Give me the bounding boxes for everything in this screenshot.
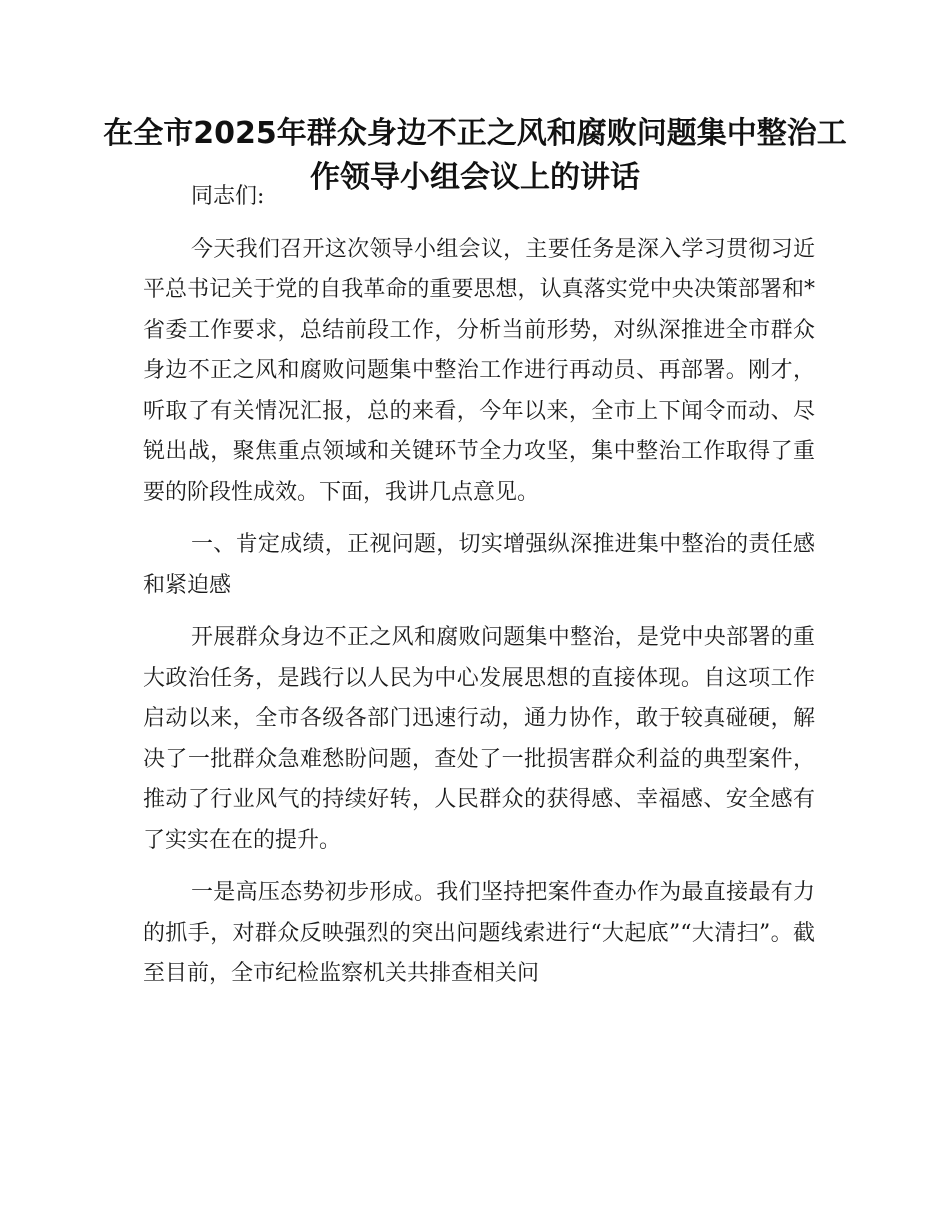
paragraph-point-1: 一是高压态势初步形成。我们坚持把案件查办作为最直接最有力的抓手，对群众反映强烈的突出问题线索进行“大起底”“大清扫”。截至目前，全市纪检监察机关共排查相关问 — [143, 880, 815, 986]
paragraph-achievements: 开展群众身边不正之风和腐败问题集中整治，是党中央部署的重大政治任务，是践行以人民为中心发展思想的直接体现。自这项工作启动以来，全市各级各部门迅速行动，通力协作，敢于较真碰硬，解决了一批群众急难愁盼问题，查处了一批损害群众利益的典型案件，推动了行业风气的持续好转，人民群众的获得感、幸福感、安全感有了实实在在的提升。 — [143, 625, 815, 853]
paragraph-intro: 今天我们召开这次领导小组会议，主要任务是深入学习贯彻习近平总书记关于党的自我革命的重要思想，认真落实党中央决策部署和*省委工作要求，总结前段工作，分析当前形势，对纵深推进全市群众身边不正之风和腐败问题集中整治工作进行再动员、再部署。刚才，听取了有关情况汇报，总的来看，今年以来，全市上下闻令而动、尽锐出战，聚焦重点领域和关键环节全力攻坚，集中整治工作取得了重要的阶段性成效。下面，我讲几点意见。 — [143, 236, 815, 505]
document-title: 在全市2025年群众身边不正之风和腐败问题集中整治工作领导小组会议上的讲话 — [103, 116, 847, 195]
document-body — [143, 177, 815, 1007]
section-heading-1: 一、肯定成绩，正视问题，切实增强纵深推进集中整治的责任感和紧迫感 — [143, 532, 815, 598]
salutation: 同志们: — [191, 184, 265, 209]
